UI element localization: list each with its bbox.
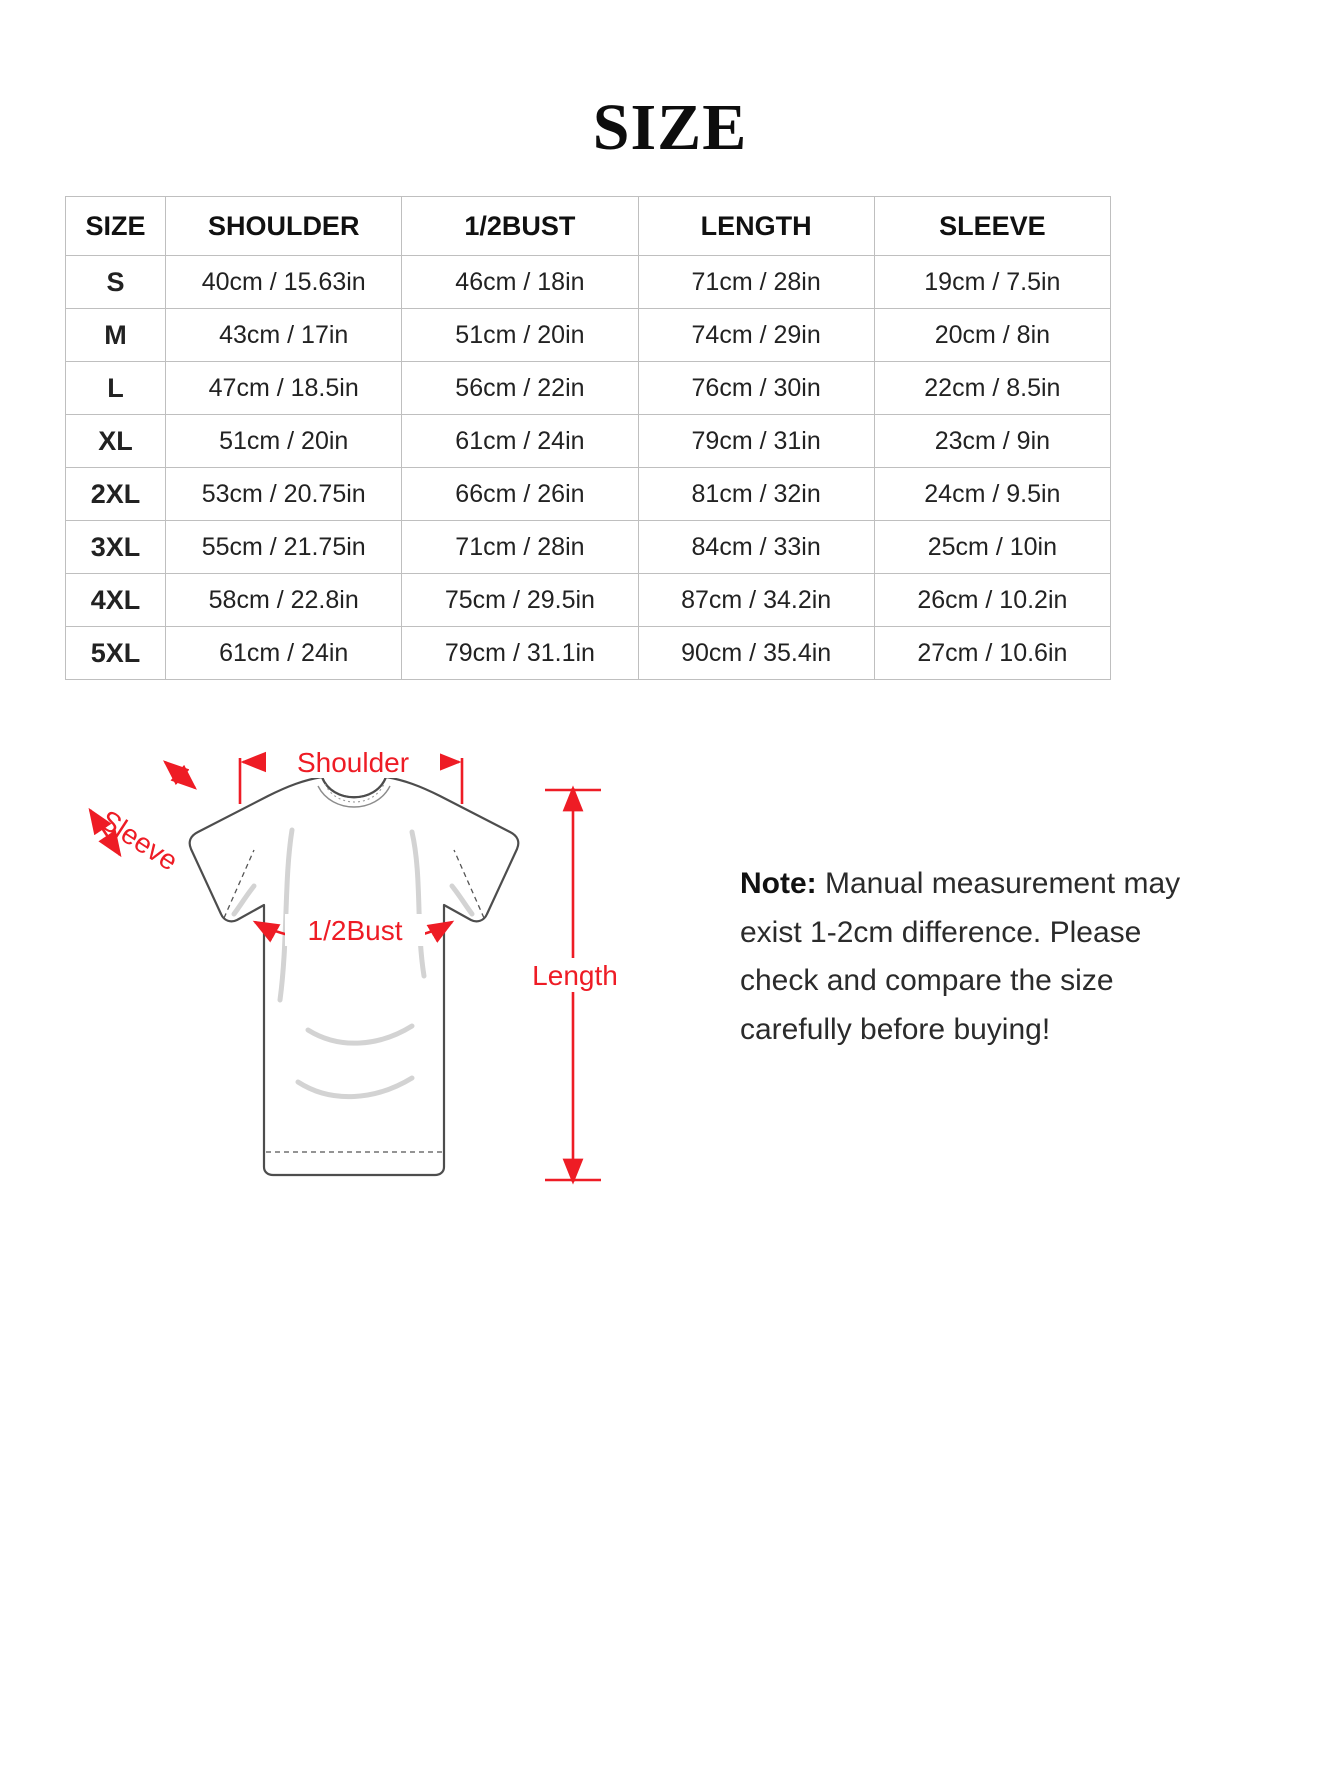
- cell-size: 2XL: [66, 468, 166, 521]
- cell-length: 74cm / 29in: [638, 309, 874, 362]
- cell-length: 71cm / 28in: [638, 256, 874, 309]
- table-row: [66, 309, 1111, 362]
- column-header-half-bust: 1/2BUST: [402, 197, 638, 256]
- half-bust-label: 1/2Bust: [307, 915, 403, 946]
- cell-length: 81cm / 32in: [638, 468, 874, 521]
- cell-half-bust: 71cm / 28in: [402, 521, 638, 574]
- cell-size: S: [66, 256, 166, 309]
- cell-size: 3XL: [66, 521, 166, 574]
- cell-shoulder: 43cm / 17in: [166, 309, 402, 362]
- sleeve-label: Sleeve: [94, 804, 184, 877]
- cell-half-bust: 61cm / 24in: [402, 415, 638, 468]
- cell-sleeve: 25cm / 10in: [874, 521, 1110, 574]
- cell-shoulder: 53cm / 20.75in: [166, 468, 402, 521]
- cell-size: 4XL: [66, 574, 166, 627]
- column-header-size: SIZE: [66, 197, 166, 256]
- cell-length: 87cm / 34.2in: [638, 574, 874, 627]
- column-header-length: LENGTH: [638, 197, 874, 256]
- cell-length: 90cm / 35.4in: [638, 627, 874, 680]
- cell-sleeve: 22cm / 8.5in: [874, 362, 1110, 415]
- cell-size: 5XL: [66, 627, 166, 680]
- cell-shoulder: 55cm / 21.75in: [166, 521, 402, 574]
- cell-shoulder: 61cm / 24in: [166, 627, 402, 680]
- column-header-shoulder: SHOULDER: [166, 197, 402, 256]
- table-row: [66, 521, 1111, 574]
- size-table: [65, 196, 1111, 680]
- cell-sleeve: 20cm / 8in: [874, 309, 1110, 362]
- cell-sleeve: 19cm / 7.5in: [874, 256, 1110, 309]
- cell-shoulder: 51cm / 20in: [166, 415, 402, 468]
- cell-sleeve: 26cm / 10.2in: [874, 574, 1110, 627]
- page-title: SIZE: [592, 91, 748, 164]
- cell-half-bust: 79cm / 31.1in: [402, 627, 638, 680]
- table-row: [66, 362, 1111, 415]
- cell-size: XL: [66, 415, 166, 468]
- table-row: [66, 574, 1111, 627]
- note-block: [740, 860, 1210, 1054]
- note-prefix: Note:: [740, 867, 817, 900]
- measurement-diagram: [40, 700, 660, 1220]
- cell-half-bust: 66cm / 26in: [402, 468, 638, 521]
- cell-length: 79cm / 31in: [638, 415, 874, 468]
- table-row: [66, 468, 1111, 521]
- cell-shoulder: 58cm / 22.8in: [166, 574, 402, 627]
- cell-half-bust: 56cm / 22in: [402, 362, 638, 415]
- cell-half-bust: 75cm / 29.5in: [402, 574, 638, 627]
- shoulder-label: Shoulder: [296, 747, 410, 778]
- table-row: [66, 627, 1111, 680]
- tshirt-illustration: [190, 777, 519, 1175]
- cell-length: 76cm / 30in: [638, 362, 874, 415]
- cell-half-bust: 46cm / 18in: [402, 256, 638, 309]
- table-row: [66, 415, 1111, 468]
- table-header-row: [66, 197, 1111, 256]
- cell-size: L: [66, 362, 166, 415]
- note-text: Manual measurement may exist 1-2cm difference. Please check and compare the size carefully before buying!: [740, 867, 1181, 1046]
- length-label: Length: [532, 960, 618, 991]
- cell-shoulder: 40cm / 15.63in: [166, 256, 402, 309]
- cell-sleeve: 27cm / 10.6in: [874, 627, 1110, 680]
- cell-sleeve: 24cm / 9.5in: [874, 468, 1110, 521]
- cell-length: 84cm / 33in: [638, 521, 874, 574]
- cell-half-bust: 51cm / 20in: [402, 309, 638, 362]
- table-row: [66, 256, 1111, 309]
- cell-size: M: [66, 309, 166, 362]
- cell-sleeve: 23cm / 9in: [874, 415, 1110, 468]
- cell-shoulder: 47cm / 18.5in: [166, 362, 402, 415]
- column-header-sleeve: SLEEVE: [874, 197, 1110, 256]
